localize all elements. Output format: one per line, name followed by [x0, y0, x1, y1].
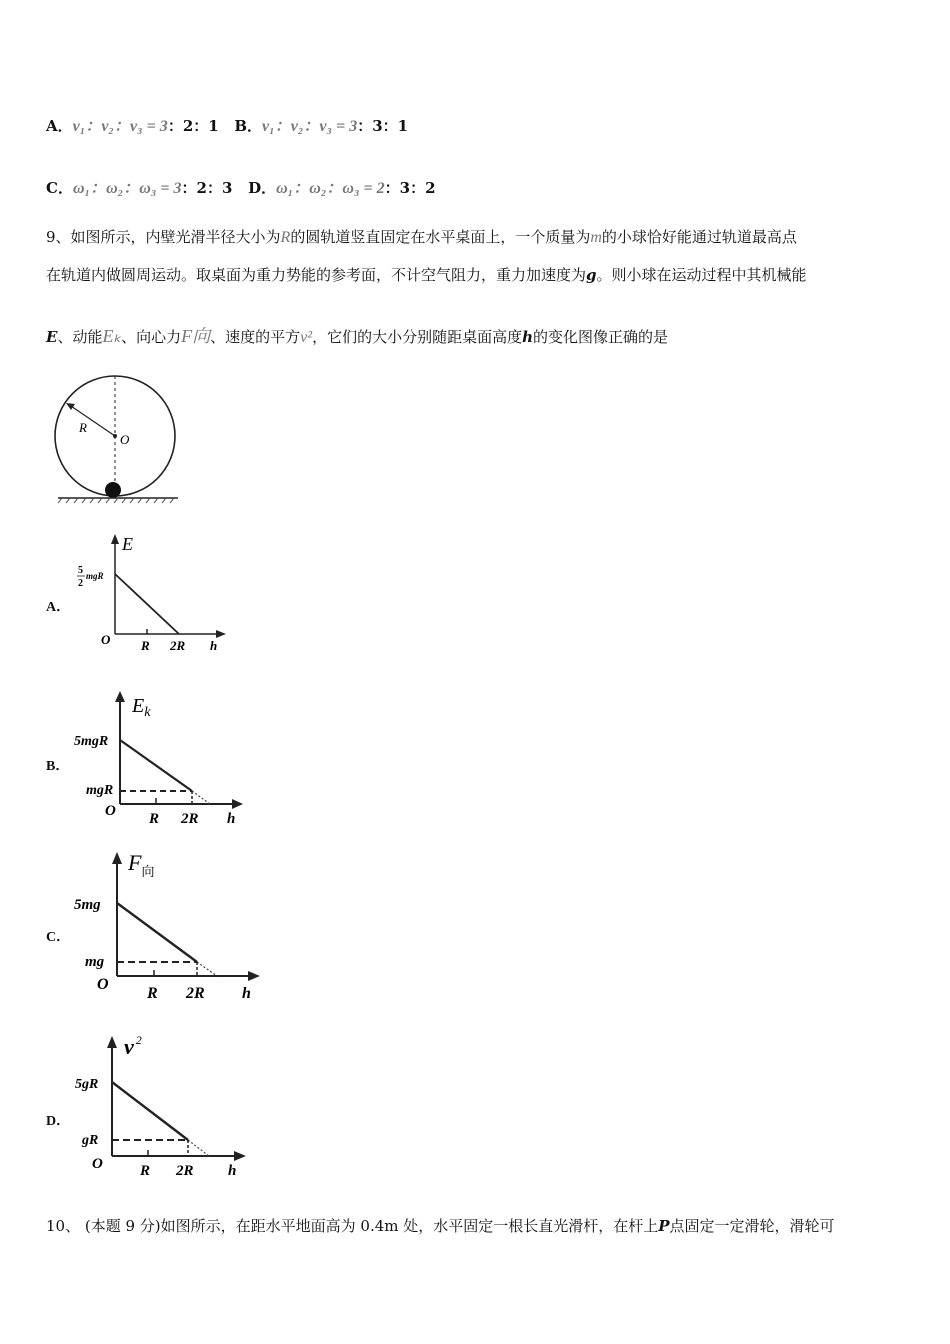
symbol-g: g	[586, 266, 597, 284]
symbol-e: E	[46, 328, 58, 346]
option-b-label: B．	[46, 759, 70, 774]
q9-text: 。则小球在运动过程中其机械能	[596, 266, 807, 284]
q8-option-d-label: D．	[248, 179, 277, 197]
graph-extension-dotted	[197, 962, 217, 976]
y-mid-label: mgR	[86, 783, 114, 798]
symbol-f: F向	[181, 326, 211, 346]
radius-arrow	[68, 404, 115, 436]
graph-c	[72, 848, 267, 1003]
q10-text: 10、 (本题 9 分)如图所示，在距水平地面高为 0.4m 处，水平固定一根长直光滑杆，在杆上	[46, 1217, 659, 1235]
q9-text: 9、如图所示，内壁光滑半径大小为	[46, 228, 281, 246]
y-axis-label: $E_k$	[132, 695, 151, 720]
q8-option-d-tail: ：3：2	[384, 179, 436, 197]
symbol-m: m	[590, 229, 602, 246]
y-axis-arrow	[111, 534, 119, 544]
x-axis-label: h	[242, 985, 251, 1002]
q10-line-1	[46, 1216, 835, 1236]
option-d-label: D．	[46, 1114, 71, 1129]
graph-extension-dotted	[192, 791, 210, 804]
y-top-label: mgR	[86, 571, 104, 581]
tick-r-label: R	[149, 811, 160, 827]
option-a-label: A．	[46, 600, 71, 615]
x-axis-arrow	[234, 1151, 246, 1161]
center-dot	[113, 434, 117, 438]
graph-d	[72, 1030, 257, 1180]
q9-text: 、向心力	[121, 328, 182, 346]
q9-text: 在轨道内做圆周运动。取桌面为重力势能的参考面，不计空气阻力，重力加速度为	[46, 266, 587, 284]
circular-track-figure	[54, 370, 184, 505]
symbol-h: h	[522, 328, 533, 346]
q9-text: 的圆轨道竖直固定在水平桌面上，一个质量为	[290, 228, 591, 246]
q9-line-2	[46, 265, 807, 285]
q8-option-b-tail: ：3：1	[357, 117, 409, 135]
tick-r-label: R	[147, 985, 158, 1002]
x-axis-arrow	[232, 799, 243, 809]
radius-arrowhead	[66, 403, 75, 410]
q8-option-b-label: B．	[234, 117, 263, 135]
y-mid-label: gR	[82, 1133, 99, 1148]
q9-text: 、速度的平方	[210, 328, 301, 346]
y-axis-label: v $^2$	[124, 1033, 142, 1059]
y-mid-label: mg	[85, 954, 105, 970]
q8-option-c-tail: ：2：3	[181, 179, 233, 197]
x-axis-label: h	[228, 1163, 237, 1179]
tick-r-label: R	[140, 1163, 151, 1179]
symbol-r: R	[280, 229, 291, 246]
tick-2r-label: 2R	[176, 1163, 194, 1179]
graph-line	[112, 1082, 188, 1140]
q9-text: 的变化图像正确的是	[532, 328, 668, 346]
q9-line-1	[46, 227, 797, 248]
q9-text: ，它们的大小分别随距桌面高度	[312, 328, 523, 346]
graph-line	[120, 740, 192, 791]
tick-2r-label: 2R	[181, 811, 199, 827]
y-axis-arrow	[115, 691, 125, 702]
graph-b	[72, 688, 257, 828]
q8-options-row-2	[46, 178, 436, 199]
graph-line	[117, 903, 197, 962]
ball	[105, 482, 121, 498]
q8-option-a-expr: v₁：v₂：v₃ = 3	[72, 118, 168, 135]
graph-line	[115, 574, 179, 634]
y-axis-label: E	[122, 534, 133, 554]
origin-label: O	[105, 803, 116, 819]
origin-label: O	[101, 632, 111, 647]
symbol-ek: Eₖ	[102, 326, 122, 346]
symbol-p: P	[658, 1217, 670, 1235]
q8-option-a-tail: ：2：1	[167, 117, 219, 135]
q8-option-b-expr: v₁：v₂：v₃ = 3	[262, 118, 358, 135]
q8-option-c-expr: ω₁：ω₂：ω₃ = 3	[72, 180, 182, 197]
tick-r-label: R	[141, 638, 150, 653]
origin-label: O	[97, 976, 109, 993]
radius-label: R	[79, 420, 87, 435]
y-top-numerator: 5	[78, 565, 83, 576]
origin-label: O	[92, 1156, 103, 1172]
q8-option-a-label: A．	[46, 117, 73, 135]
tick-2r-label: 2R	[170, 638, 186, 653]
symbol-v2: v²	[300, 329, 313, 346]
center-label: O	[120, 432, 130, 447]
x-axis-label: h	[227, 811, 236, 827]
y-top-denominator: 2	[78, 578, 83, 589]
y-top-label: 5mg	[74, 897, 101, 913]
q8-options-row-1	[46, 116, 408, 137]
y-axis-label: $F_向$	[128, 850, 155, 880]
x-axis-arrow	[216, 630, 226, 638]
q8-option-c-label: C．	[46, 179, 73, 197]
y-top-label: 5mgR	[74, 734, 109, 749]
graph-a	[76, 532, 236, 657]
q8-option-d-expr: ω₁：ω₂：ω₃ = 2	[276, 180, 385, 197]
option-c-label: C．	[46, 930, 71, 945]
graph-extension-dotted	[188, 1140, 209, 1156]
y-top-label: 5gR	[75, 1077, 99, 1092]
y-axis-arrow	[112, 852, 122, 864]
q10-text: 点固定一定滑轮，滑轮可	[669, 1217, 835, 1235]
y-axis-arrow	[107, 1036, 117, 1048]
q9-line-3	[46, 326, 668, 348]
q9-text: 、动能	[57, 328, 103, 346]
x-axis-label: h	[210, 638, 218, 653]
tick-2r-label: 2R	[186, 985, 205, 1002]
x-axis-arrow	[248, 971, 260, 981]
q9-text: 的小球恰好能通过轨道最高点	[601, 228, 797, 246]
